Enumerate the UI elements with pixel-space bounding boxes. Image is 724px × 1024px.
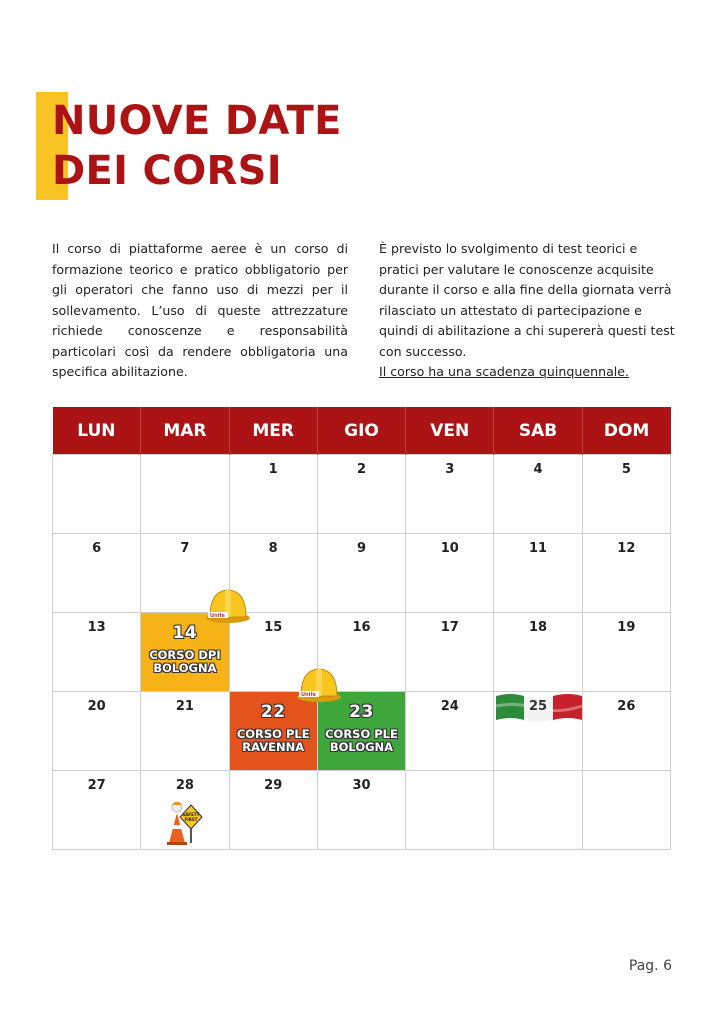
day-cell [406, 455, 494, 534]
day-number [141, 455, 228, 462]
weekday-tue: MAR [141, 407, 229, 455]
day-number: 24 [440, 699, 459, 714]
day-number: 30 [352, 778, 371, 793]
intro-right-text: È previsto lo svolgimento di test teorici e pratici per valutare le conoscenze acquisite durante il corso e alla fine della giornata verrà rilasciato un attestato di partecipazione e quindi di abilitazione a chi supererà questi test con successo. [379, 241, 675, 359]
intro-left-text: Il corso di piattaforme aeree è un corso di formazione teorico e pratico obbligatorio per gli operatori che fanno uso di mezzi per il sollevamento. L’uso di queste attrezzature richiede conoscenze e responsabilità particolari così da rendere obbligatoria una specifica abilitazione. [52, 241, 348, 379]
weekday-thu: GIO [317, 407, 405, 455]
day-number: 19 [617, 620, 636, 635]
day-number [53, 455, 140, 462]
day-number: 18 [529, 620, 548, 635]
day-cell [317, 771, 405, 850]
event-cell-corso-dpi-bologna [141, 613, 229, 692]
day-number: 11 [529, 541, 548, 556]
event-label-line-1: CORSO DPI [149, 648, 221, 662]
intro-left-column [52, 239, 348, 383]
day-cell [229, 455, 317, 534]
day-cell [494, 613, 582, 692]
day-cell [494, 771, 582, 850]
svg-text:FIRST: FIRST [184, 817, 198, 822]
day-number: 26 [617, 699, 636, 714]
day-number: 17 [440, 620, 459, 635]
day-cell [582, 771, 670, 850]
day-number: 28 [175, 778, 194, 793]
day-number: 12 [617, 541, 636, 556]
day-cell [53, 613, 141, 692]
course-validity-note: Il corso ha una scadenza quinquennale. [379, 364, 630, 379]
event-cell-corso-ple-ravenna [229, 692, 317, 771]
day-number: 7 [180, 541, 190, 556]
day-number: 3 [445, 462, 455, 477]
week-row-3 [53, 613, 671, 692]
day-cell [406, 613, 494, 692]
weekday-sat: SAB [494, 407, 582, 455]
day-number [406, 771, 493, 778]
helmet-logo-text: Unife [300, 692, 316, 698]
day-cell [406, 534, 494, 613]
weekday-header-row [53, 407, 671, 455]
day-number: 27 [87, 778, 106, 793]
event-label-line-2: BOLOGNA [329, 740, 394, 754]
day-cell [494, 534, 582, 613]
day-number: 4 [533, 462, 543, 477]
day-cell [317, 455, 405, 534]
event-label [230, 728, 317, 754]
day-cell [53, 534, 141, 613]
day-number: 15 [264, 620, 283, 635]
day-number: 5 [621, 462, 631, 477]
day-cell [406, 692, 494, 771]
safety-first-cone-icon [165, 799, 203, 845]
weekday-sun: DOM [582, 407, 670, 455]
day-number: 25 [529, 699, 548, 714]
day-cell [53, 771, 141, 850]
day-number: 22 [260, 702, 286, 722]
day-number: 8 [268, 541, 278, 556]
day-cell [582, 455, 670, 534]
day-cell-holiday [494, 692, 582, 771]
hard-hat-icon [205, 585, 251, 625]
event-label-line-2: RAVENNA [242, 740, 305, 754]
day-cell [494, 455, 582, 534]
hard-hat-icon [296, 664, 342, 704]
weekday-wed: MER [229, 407, 317, 455]
day-number: 9 [356, 541, 366, 556]
day-number [583, 771, 670, 778]
calendar-grid [52, 407, 671, 850]
day-cell [141, 692, 229, 771]
helmet-logo-text: Unife [210, 613, 226, 619]
day-number: 21 [175, 699, 194, 714]
day-number: 20 [87, 699, 106, 714]
title-line-1: NUOVE DATE [52, 98, 342, 144]
weekday-mon: LUN [53, 407, 141, 455]
day-cell [53, 455, 141, 534]
intro-right-column [379, 239, 677, 383]
day-number: 14 [172, 623, 198, 643]
event-label [141, 649, 228, 675]
day-cell [53, 692, 141, 771]
day-number: 6 [92, 541, 102, 556]
day-number: 1 [268, 462, 278, 477]
week-row-1 [53, 455, 671, 534]
svg-text:SAFETY: SAFETY [182, 812, 200, 817]
page-title [52, 96, 342, 196]
day-number: 29 [264, 778, 283, 793]
week-row-5 [53, 771, 671, 850]
event-label-line-1: CORSO PLE [325, 727, 398, 741]
day-cell [582, 534, 670, 613]
day-cell [141, 771, 229, 850]
day-number: 2 [356, 462, 366, 477]
day-cell [582, 613, 670, 692]
day-cell [317, 534, 405, 613]
day-cell [229, 771, 317, 850]
day-number [494, 771, 581, 778]
event-label [318, 728, 405, 754]
weekday-fri: VEN [406, 407, 494, 455]
day-number: 13 [87, 620, 106, 635]
page-number: Pag. 6 [628, 958, 672, 974]
event-label-line-2: BOLOGNA [153, 661, 217, 675]
day-cell [141, 455, 229, 534]
day-number: 23 [349, 702, 374, 722]
day-number: 10 [440, 541, 459, 556]
title-line-2: DEI CORSI [52, 148, 282, 194]
week-row-2 [53, 534, 671, 613]
day-number: 16 [352, 620, 371, 635]
day-cell [406, 771, 494, 850]
event-label-line-1: CORSO PLE [236, 727, 310, 741]
day-cell [582, 692, 670, 771]
week-row-4 [53, 692, 671, 771]
